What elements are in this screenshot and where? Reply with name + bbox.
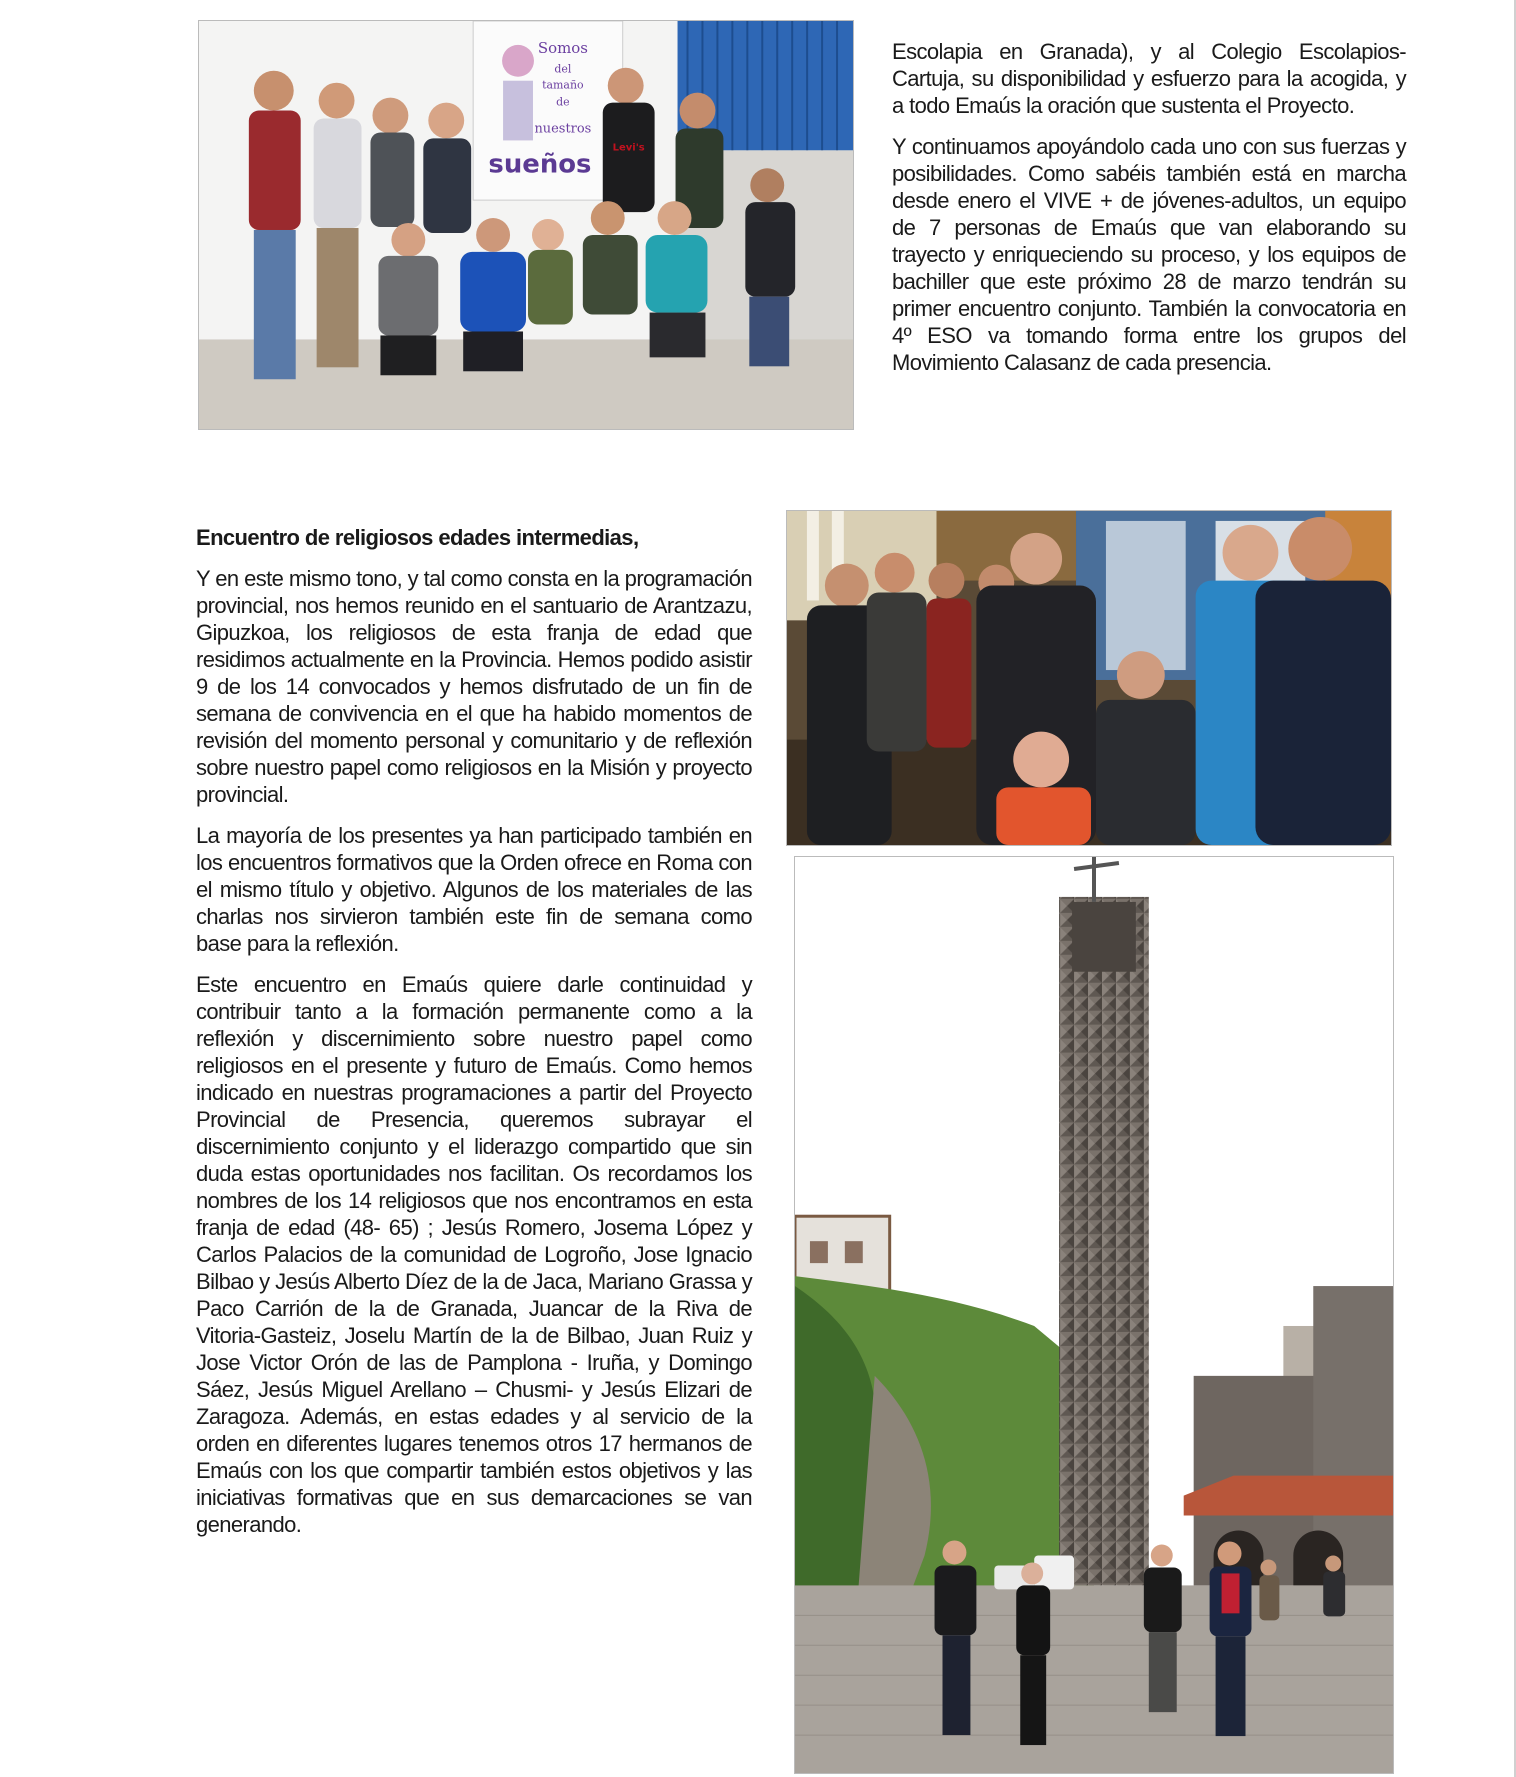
sanctuary-tower-photo <box>794 856 1394 1774</box>
top-right-text-column <box>892 38 1406 390</box>
article-column <box>196 524 752 1552</box>
poster-line-5: nuestros <box>534 121 592 137</box>
poster-line-2: del <box>554 62 572 76</box>
paragraph: La mayoría de los presentes ya han participado también en los encuentros formativos que la Orden ofrece en Roma con el mismo título y objetivo. Algunos de los materiales de las charlas nos sirvieron también este fin de semana como base para la reflexión. <box>196 823 752 956</box>
religious-group-photo <box>786 510 1392 846</box>
article-heading: Encuentro de religiosos edades intermedias, <box>196 525 639 550</box>
paragraph: Escolapia en Granada), y al Colegio Escolapios-Cartuja, su disponibilidad y esfuerzo para la acogida, y a todo Emaús la oración que sustenta el Proyecto. <box>892 39 1406 118</box>
paragraph: Y continuamos apoyándolo cada uno con sus fuerzas y posibilidades. Como sabéis también está en marcha desde enero el VIVE + de jóvenes-adultos, un equipo de 7 personas de Emaús que van elaborando su trayecto y enriqueciendo su proceso, y los equipos de bachiller que este próximo 28 de marzo tendrán su primer encuentro conjunto. También la convocatoria en 4º ESO va tomando forma entre los grupos del Movimiento Calasanz de cada presencia. <box>892 134 1406 375</box>
poster-line-1: Somos <box>537 38 588 57</box>
paragraph: Y en este mismo tono, y tal como consta en la programación provincial, nos hemos reunido en el santuario de Arantzazu, Gipuzkoa, los religiosos de esta franja de edad que residimos actualmente en la Provincia. Hemos podido asistir 9 de los 14 convocados y hemos disfrutado de un fin de semana de convivencia en el que ha habido momentos de revisión del momento personal y comunitario y de reflexión sobre nuestro papel como religiosos en la Misión y proyecto provincial. <box>196 566 752 807</box>
poster-line-4: de <box>556 95 570 109</box>
shirt-logo: Levi's <box>612 142 645 154</box>
poster-line-3: tamaño <box>542 78 584 92</box>
youth-group-photo <box>198 20 854 430</box>
poster-big-word: sueños <box>488 149 592 180</box>
paragraph: Este encuentro en Emaús quiere darle continuidad y contribuir tanto a la formación permanente como a la reflexión y discernimiento sobre nuestro papel como religiosos en el presente y futuro de Emaús. Como hemos indicado en nuestras programaciones a partir del Proyecto Provincial de Presencia, queremos subrayar el discernimiento conjunto y el liderazgo compartido que sin duda estas oportunidades nos facilitan. Os recordamos los nombres de los 14 religiosos que nos encontramos en esta franja de edad (48- 65) ; Jesús Romero, Josema López y Carlos Palacios de la comunidad de Logroño, Jose Ignacio Bilbao y Jesús Alberto Díez de la de Jaca, Mariano Grassa y Paco Carrión de la de Granada, Juancar de la Riva de Vitoria-Gasteiz, Joselu Martín de la de Bilbao, Juan Ruiz y Jose Victor Orón de las de Pamplona - Iruña, y Domingo Sáez, Jesús Miguel Arellano – Chusmi- y Jesús Elizari de Zaragoza. Además, en estas edades y al servicio de la orden en diferentes lugares tenemos otros 17 hermanos de Emaús con los que compartir también estos objetivos y las iniciativas formativas que en sus demarcaciones se van generando. <box>196 972 752 1537</box>
